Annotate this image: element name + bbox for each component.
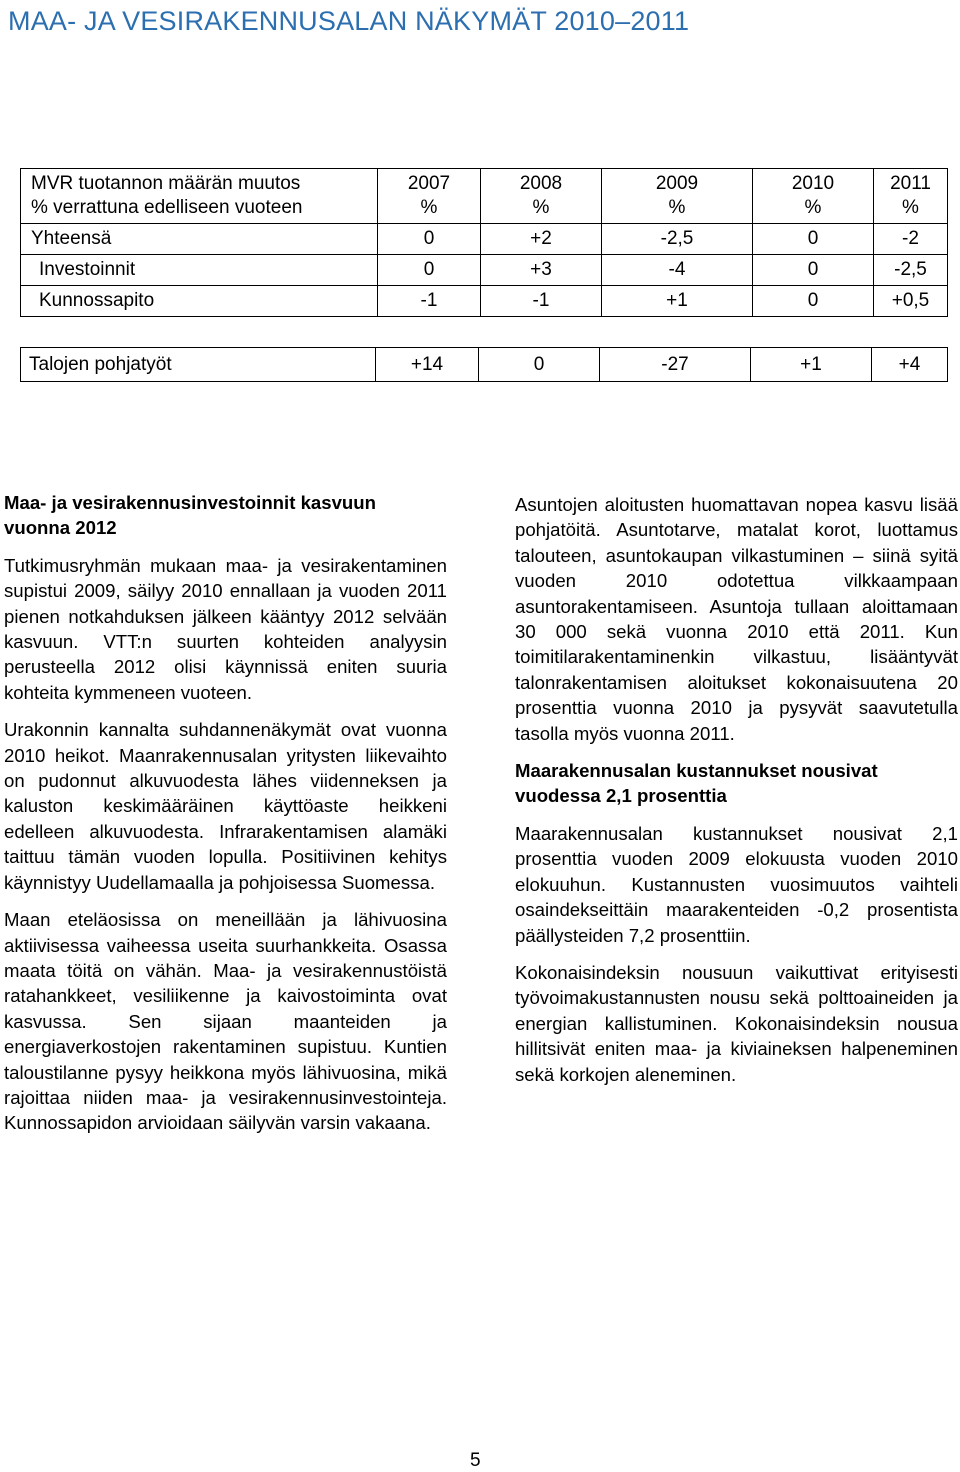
row-label: Kunnossapito — [21, 286, 378, 317]
section-heading: Maarakennusalan kustannukset nousivat vuodessa 2,1 prosenttia — [515, 760, 878, 807]
paragraph: Kokonaisindeksin nousuun vaikuttivat erityisesti työvoimakustannusten nousu sekä polttoaineiden ja energian kallistuminen. Kokonaisindeksin nousua hillitsivät eniten maa- ja kiviaineksen halpeneminen sekä korkojen aleneminen. — [515, 961, 958, 1085]
table-header-row — [21, 169, 948, 224]
table-cell: -2 — [874, 224, 948, 255]
table-header-label: MVR tuotannon määrän muutos % verrattuna edelliseen vuoteen — [21, 169, 378, 224]
paragraph: Urakonnin kannalta suhdannenäkymät ovat vuonna 2010 heikot. Maanrakennusalan yritysten liikevaihto on pudonnut alkuvuodesta lähes viidenneksen ja kaluston keskimääräinen käyttöaste heikkeni edelleen alkuvuodesta. Infrarakentamisen alamäki taittuu tämän vuoden lopulla. Positiivinen kehitys käynnistyy Uudellamaalla ja pohjoisessa Suomessa. — [4, 719, 447, 893]
table-cell: +1 — [751, 348, 872, 382]
table-cell: -4 — [602, 255, 753, 286]
table-cell: -27 — [600, 348, 751, 382]
left-column — [4, 490, 447, 1148]
section-heading: Maa- ja vesirakennusinvestoinnit kasvuun vuonna 2012 — [4, 492, 377, 539]
table-cell: +3 — [481, 255, 602, 286]
table-cell: +4 — [872, 348, 948, 382]
table-row — [21, 348, 948, 382]
table-cell: -2,5 — [602, 224, 753, 255]
table-row — [21, 224, 948, 255]
paragraph: Maarakennusalan kustannukset nousivat 2,1 prosenttia vuoden 2009 elokuusta vuoden 2010 elokuuhun. Kustannusten vuosimuutos vaihteli osaindekseittäin maarakenteiden -0,2 prosentista päällysteiden 7,2 prosenttiin. — [515, 822, 958, 946]
table-row — [21, 286, 948, 317]
row-label: Talojen pohjatyöt — [21, 348, 376, 382]
year-header-2009: 2009 % — [602, 169, 753, 224]
table-cell: -2,5 — [874, 255, 948, 286]
year-header-2010: 2010 % — [753, 169, 874, 224]
table-cell: -1 — [481, 286, 602, 317]
page-title: MAA- JA VESIRAKENNUSALAN NÄKYMÄT 2010–2011 — [8, 6, 690, 36]
row-label: Investoinnit — [21, 255, 378, 286]
right-column — [515, 492, 958, 1099]
table-cell: 0 — [378, 224, 481, 255]
table-row — [21, 255, 948, 286]
paragraph: Tutkimusryhmän mukaan maa- ja vesirakentaminen supistui 2009, säilyy 2010 ennallaan ja vuoden 2011 pienen notkahduksen jälkeen kääntyy 2012 selvään kasvuun. VTT:n suurten kohteiden analyysin perusteella 2012 olisi käynnissä eniten suuria kohteita kymmeneen vuoteen. — [4, 554, 447, 703]
table-cell: 0 — [753, 286, 874, 317]
table-cell: 0 — [753, 255, 874, 286]
paragraph: Asuntojen aloitusten huomattavan nopea kasvu lisää pohjatöitä. Asuntotarve, matalat korot, luottamus talouteen, asuntokaupan vilkastuminen – siinä syitä vuoden 2010 odotettua vilkkaampaan asuntorakentamiseen. Asuntoja tullaan aloittamaan 30 000 sekä vuonna 2010 että 2011. Kun toimitilarakentaminenkin vilkastuu, lisääntyvät talonrakentamisen aloitukset kokonaisuutena 20 prosenttia vuonna 2010 ja pysyvät saavutetulla tasolla myös vuonna 2011. — [515, 494, 958, 744]
production-change-table — [20, 168, 948, 317]
table-cell: 0 — [479, 348, 600, 382]
row-label: Yhteensä — [21, 224, 378, 255]
year-header-2008: 2008 % — [481, 169, 602, 224]
foundation-works-table — [20, 347, 948, 382]
table-cell: +2 — [481, 224, 602, 255]
table-cell: +0,5 — [874, 286, 948, 317]
year-header-2007: 2007 % — [378, 169, 481, 224]
table-cell: -1 — [378, 286, 481, 317]
table-cell: +1 — [602, 286, 753, 317]
year-header-2011: 2011 % — [874, 169, 948, 224]
table-cell: +14 — [376, 348, 479, 382]
table-cell: 0 — [753, 224, 874, 255]
table-cell: 0 — [378, 255, 481, 286]
paragraph: Maan eteläosissa on meneillään ja lähivuosina aktiivisessa vaiheessa useita suurhankkeita. Osassa maata töitä on vähän. Maa- ja vesirakennustöistä ratahankkeet, vesiliikenne ja kaivostoiminta ovat kasvussa. Sen sijaan maanteiden ja energiaverkostojen rakentaminen supistuu. Kuntien taloustilanne pysyy heikkona myös lähivuosina, mikä rajoittaa niiden maa- ja vesirakennusinvestointeja. Kunnossapidon arvioidaan säilyvän varsin vakaana. — [4, 909, 447, 1134]
page-number: 5 — [470, 1450, 481, 1471]
